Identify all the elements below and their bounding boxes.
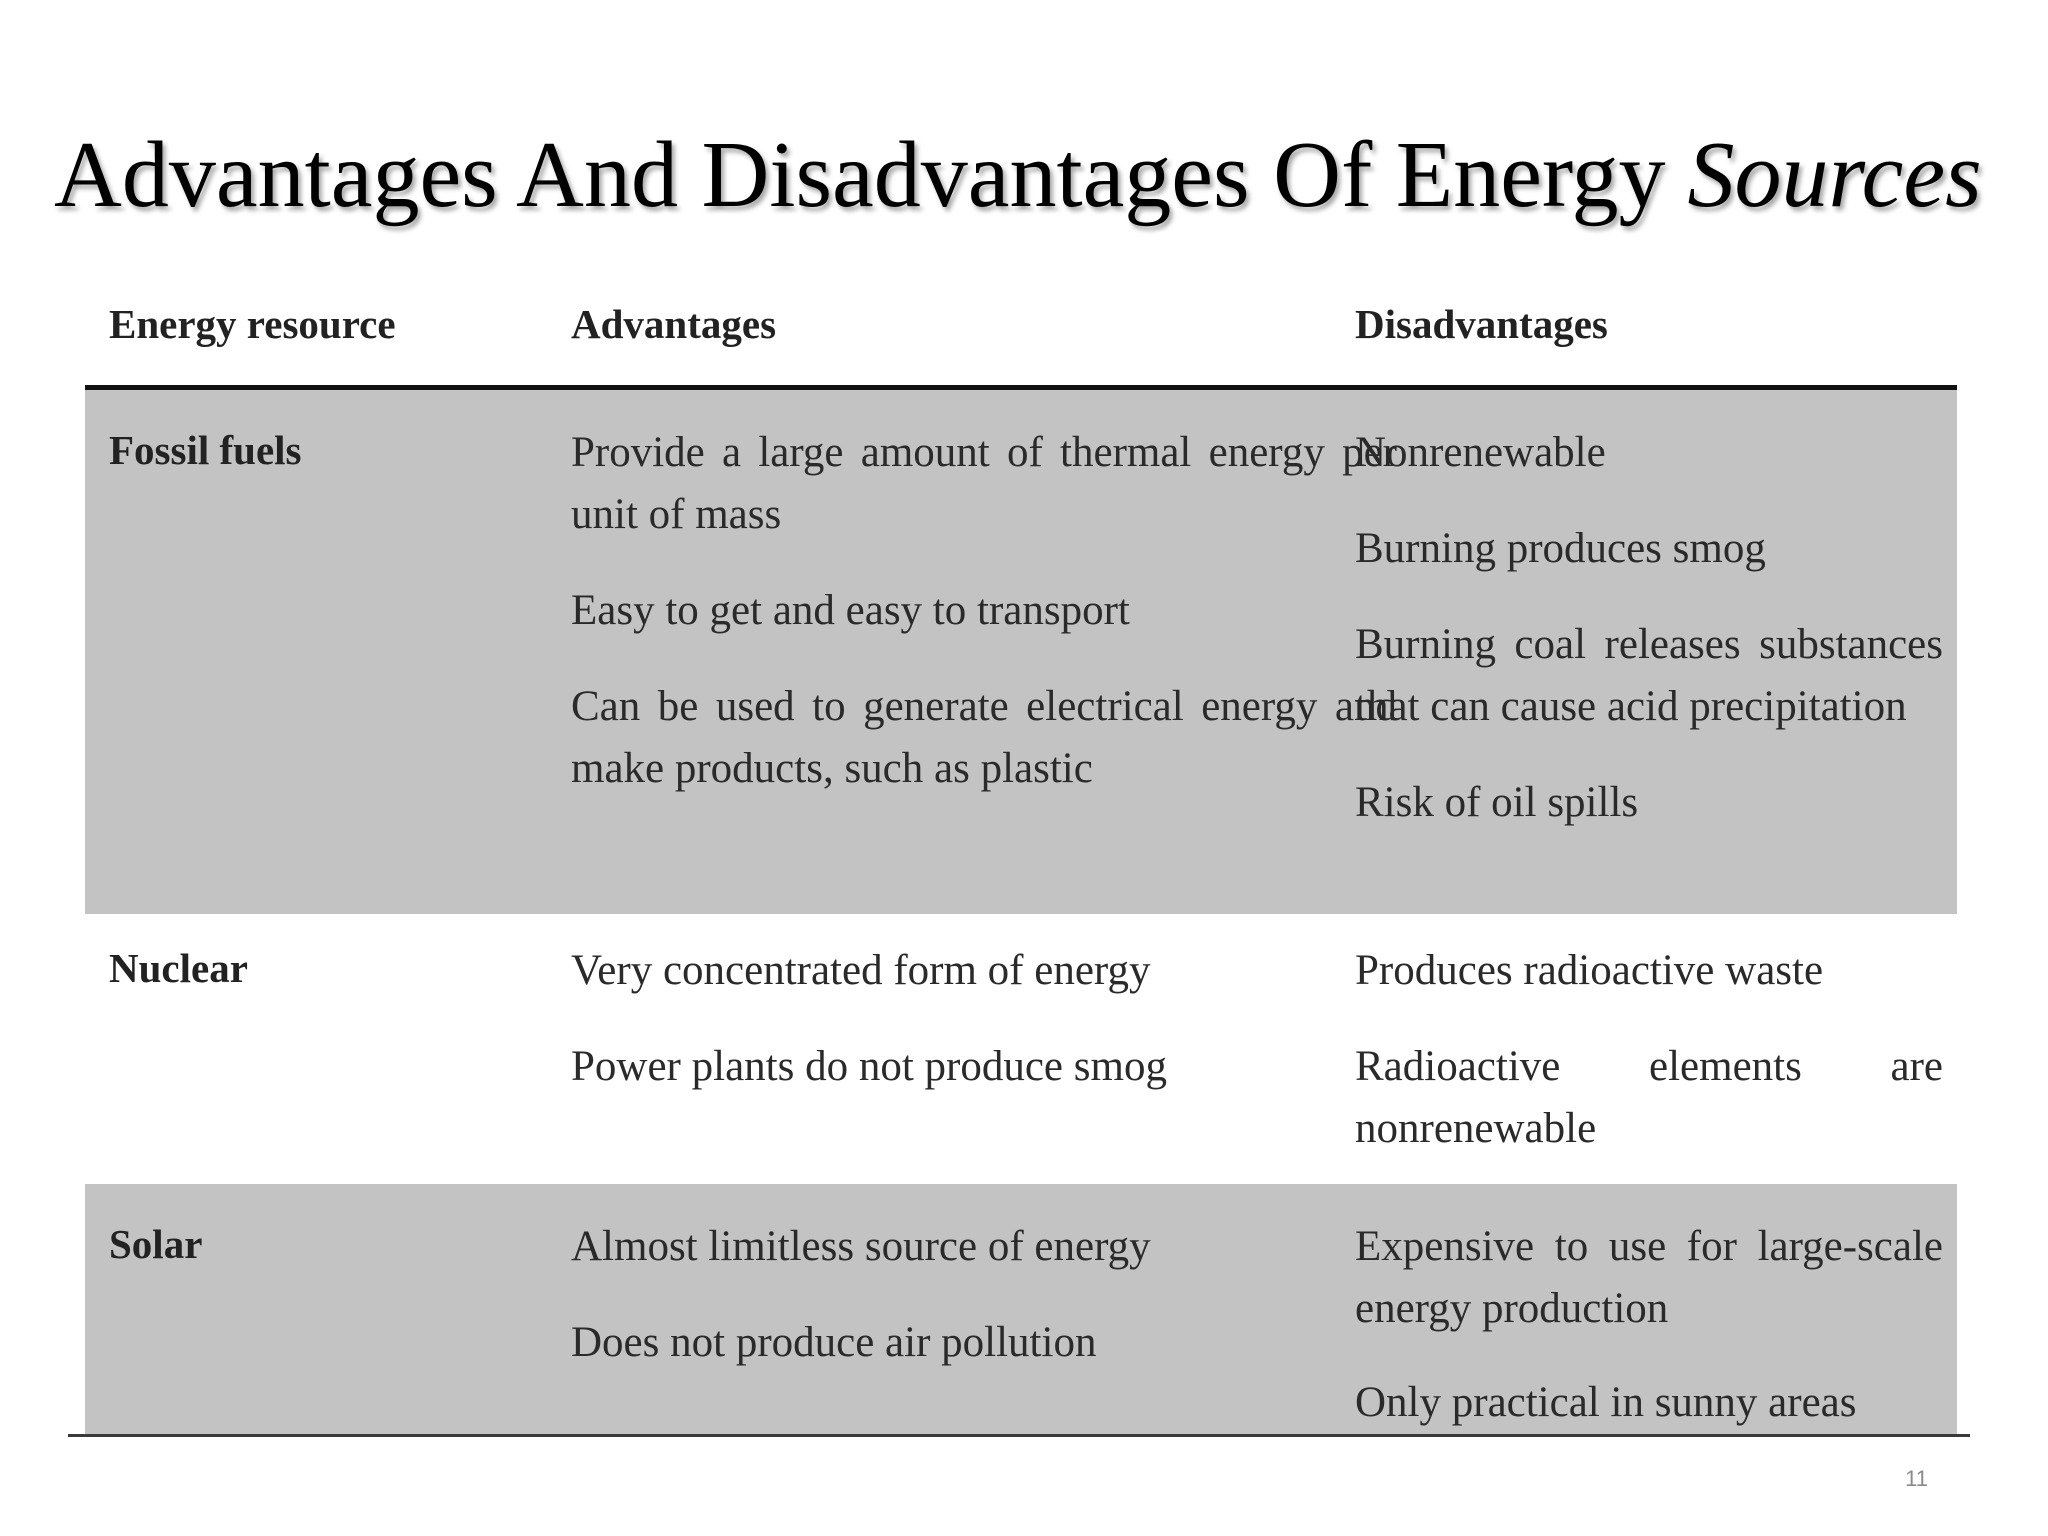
disadvantages-cell	[1355, 1216, 1943, 1434]
slide-title-main: Advantages And Disadvantages Of Energy	[54, 123, 1666, 227]
disadvantage-item: Risk of oil spills	[1355, 779, 1639, 826]
advantage-item: Provide a large amount of thermal energy per unit of mass	[571, 429, 1397, 538]
advantage-item: Power plants do not produce smog	[571, 1043, 1167, 1090]
disadvantage-item: Only practical in sunny areas	[1355, 1379, 1857, 1426]
resource-label: Fossil fuels	[109, 427, 302, 473]
header-energy-resource: Energy resource	[109, 301, 396, 347]
resource-label: Nuclear	[109, 945, 248, 991]
disadvantages-cell	[1355, 422, 1943, 834]
table-row-fossil-fuels	[85, 390, 1957, 914]
header-disadvantages: Disadvantages	[1355, 301, 1608, 347]
advantage-item: Can be used to generate electrical energy and make products, such as plastic	[571, 683, 1397, 792]
table-bottom-divider	[68, 1434, 1970, 1437]
disadvantage-item: Produces radioactive waste	[1355, 947, 1824, 994]
advantages-cell	[571, 422, 1397, 800]
advantage-item: Does not produce air pollution	[571, 1319, 1097, 1366]
advantages-cell	[571, 940, 1397, 1098]
advantage-item: Very concentrated form of energy	[571, 947, 1151, 994]
disadvantage-item: Burning coal releases substances that can cause acid precipitation	[1355, 621, 1943, 730]
slide-title-emphasis: Sources	[1687, 123, 1982, 227]
disadvantages-cell	[1355, 940, 1943, 1160]
resource-label: Solar	[109, 1221, 203, 1267]
advantage-item: Easy to get and easy to transport	[571, 587, 1130, 634]
disadvantage-item: Nonrenewable	[1355, 429, 1606, 476]
table-row-solar	[85, 1184, 1957, 1434]
advantage-item: Almost limitless source of energy	[571, 1223, 1151, 1270]
disadvantage-item: Burning produces smog	[1355, 525, 1766, 572]
table-header-row	[85, 290, 1955, 386]
header-advantages: Advantages	[571, 301, 777, 347]
advantages-cell	[571, 1216, 1397, 1374]
disadvantage-item: Radioactive elements are nonrenewable	[1355, 1043, 1943, 1152]
disadvantage-item: Expensive to use for large-scale energy production	[1355, 1223, 1943, 1332]
page-number: 11	[1905, 1466, 1928, 1491]
table-row-nuclear	[85, 914, 1957, 1184]
